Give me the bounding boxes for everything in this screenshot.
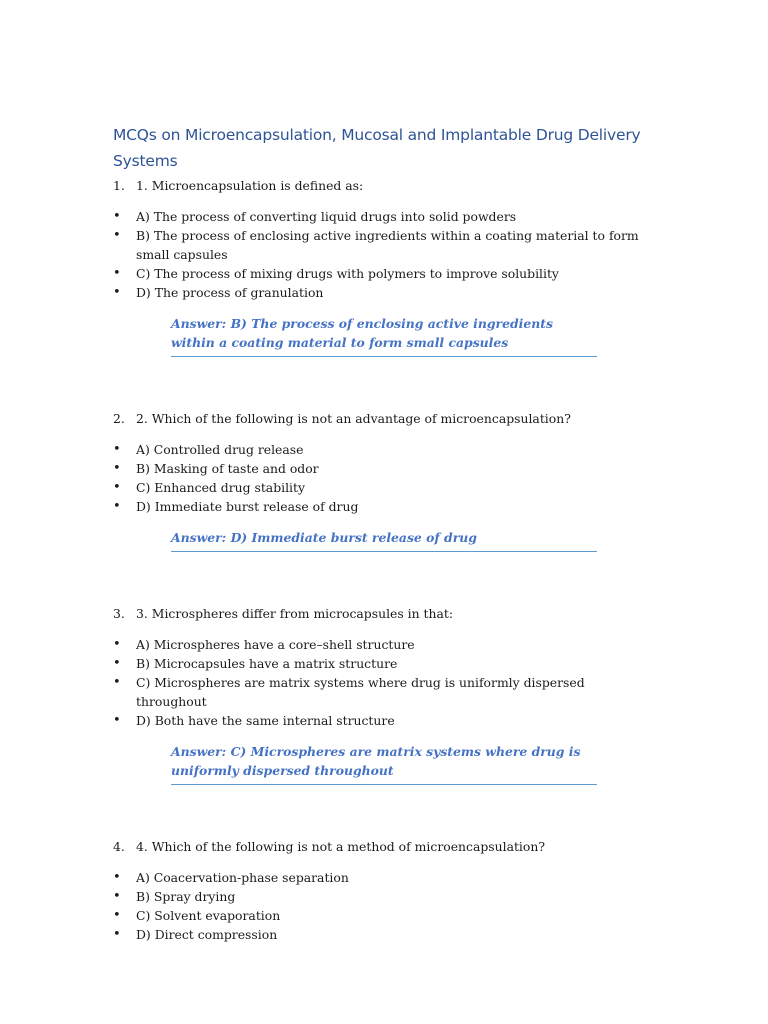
spacer (113, 552, 643, 604)
option-text: C) The process of mixing drugs with polymers to improve solubility (136, 266, 559, 281)
question-text (113, 837, 643, 856)
bullet-icon: • (113, 908, 121, 923)
option-text: C) Microspheres are matrix systems where drug is uniformly dispersed throughout (136, 675, 585, 709)
option-text: A) The process of converting liquid drugs into solid powders (136, 209, 517, 224)
option-text: A) Coacervation-phase separation (136, 870, 349, 885)
bullet-icon: • (113, 656, 121, 671)
option-item (113, 207, 643, 226)
option-item (113, 478, 643, 497)
question-prompt: 2. Which of the following is not an advantage of microencapsulation? (136, 411, 571, 426)
question-text (113, 176, 643, 195)
bullet-icon: • (113, 499, 121, 514)
option-text: B) Spray drying (136, 889, 236, 904)
option-item (113, 711, 643, 730)
bullet-icon: • (113, 228, 121, 243)
option-item (113, 459, 643, 478)
question-block-3 (113, 604, 643, 785)
document-page (113, 122, 643, 944)
option-item (113, 887, 643, 906)
option-text: D) Both have the same internal structure (136, 713, 395, 728)
question-block-4 (113, 837, 643, 944)
option-text: A) Controlled drug release (136, 442, 304, 457)
question-text (113, 409, 643, 428)
option-list (113, 440, 643, 516)
option-list (113, 207, 643, 302)
question-text (113, 604, 643, 623)
bullet-icon: • (113, 480, 121, 495)
option-text: C) Solvent evaporation (136, 908, 281, 923)
bullet-icon: • (113, 637, 121, 652)
option-text: D) Immediate burst release of drug (136, 499, 359, 514)
bullet-icon: • (113, 285, 121, 300)
question-block-2 (113, 409, 643, 552)
option-list (113, 635, 643, 730)
option-text: C) Enhanced drug stability (136, 480, 305, 495)
bullet-icon: • (113, 266, 121, 281)
question-prompt: 1. Microencapsulation is defined as: (136, 178, 364, 193)
bullet-icon: • (113, 675, 121, 690)
option-item (113, 283, 643, 302)
option-text: B) Microcapsules have a matrix structure (136, 656, 398, 671)
bullet-icon: • (113, 713, 121, 728)
bullet-icon: • (113, 870, 121, 885)
option-item (113, 440, 643, 459)
bullet-icon: • (113, 209, 121, 224)
option-text: B) Masking of taste and odor (136, 461, 319, 476)
option-item (113, 673, 643, 711)
option-list (113, 868, 643, 944)
question-number: 1. (113, 178, 125, 193)
option-item (113, 635, 643, 654)
question-prompt: 4. Which of the following is not a method of microencapsulation? (136, 839, 545, 854)
document-title: MCQs on Microencapsulation, Mucosal and Implantable Drug Delivery Systems (113, 126, 641, 170)
option-item (113, 654, 643, 673)
answer-text: Answer: C) Microspheres are matrix systems where drug is uniformly dispersed throughout (171, 742, 597, 785)
question-number: 2. (113, 411, 125, 426)
option-item (113, 226, 643, 264)
question-prompt: 3. Microspheres differ from microcapsules in that: (136, 606, 454, 621)
answer-text: Answer: B) The process of enclosing active ingredients within a coating material to form small capsules (171, 314, 597, 357)
option-text: A) Microspheres have a core–shell structure (136, 637, 415, 652)
bullet-icon: • (113, 927, 121, 942)
option-text: D) The process of granulation (136, 285, 324, 300)
option-text: D) Direct compression (136, 927, 278, 942)
option-item (113, 925, 643, 944)
bullet-icon: • (113, 442, 121, 457)
question-number: 4. (113, 839, 125, 854)
bullet-icon: • (113, 889, 121, 904)
spacer (113, 357, 643, 409)
option-item (113, 868, 643, 887)
question-block-1 (113, 176, 643, 357)
bullet-icon: • (113, 461, 121, 476)
question-number: 3. (113, 606, 125, 621)
answer-text: Answer: D) Immediate burst release of drug (171, 528, 597, 552)
option-text: B) The process of enclosing active ingredients within a coating material to form small capsules (136, 228, 639, 262)
option-item (113, 906, 643, 925)
option-item (113, 497, 643, 516)
spacer (113, 785, 643, 837)
option-item (113, 264, 643, 283)
